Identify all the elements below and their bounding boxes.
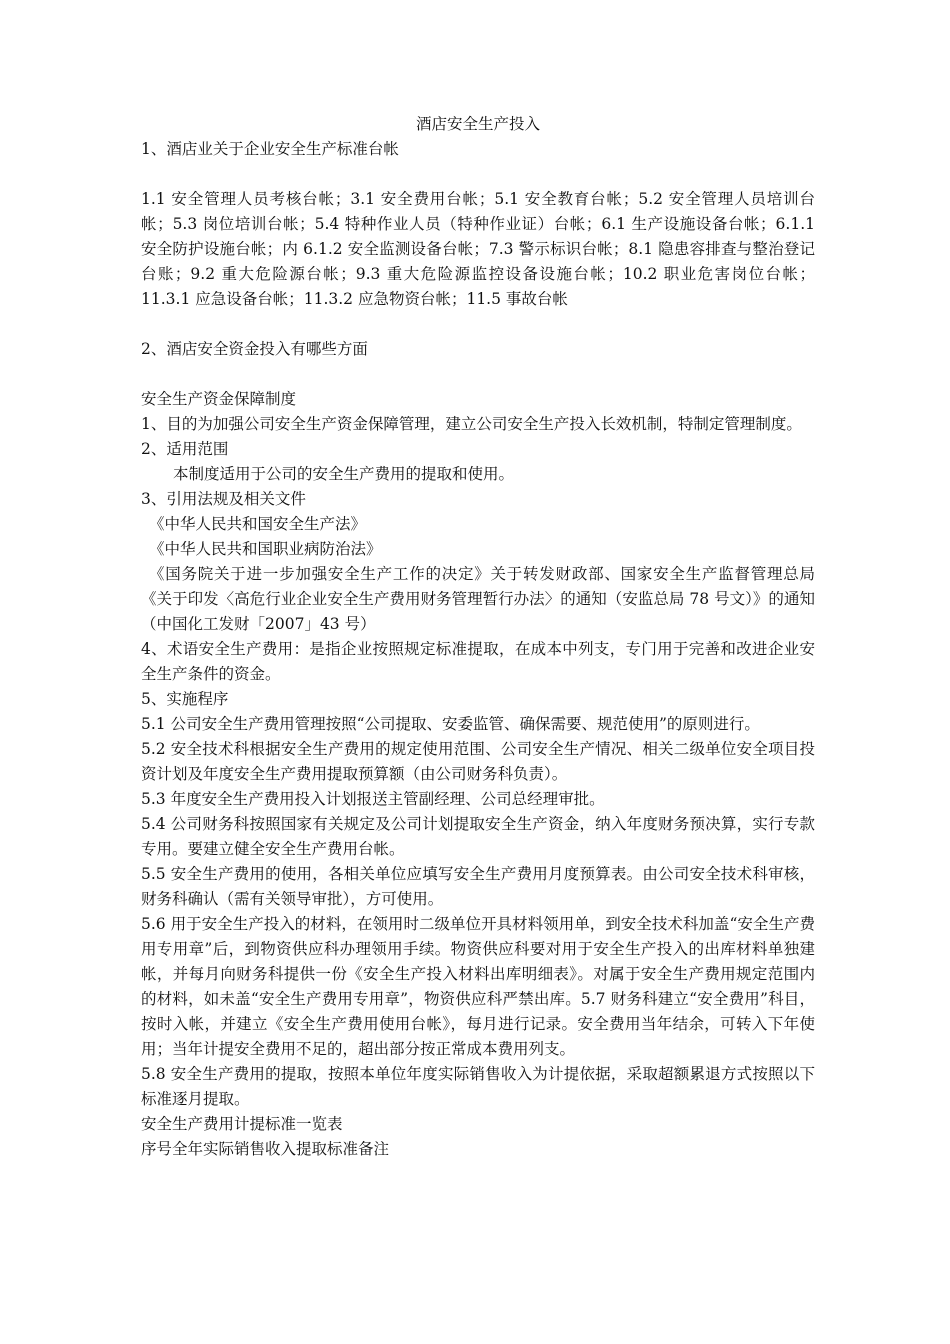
- reference-law-3: 《国务院关于进一步加强安全生产工作的决定》关于转发财政部、国家安全生产监督管理总局《关于印发〈高危行业企业安全生产费用财务管理暂行办法〉的通知（安监总局 78 号文）》的通知（中国化工发财「2007」43 号）: [141, 565, 815, 633]
- section1-heading: 1、酒店业关于企业安全生产标准台帐: [141, 140, 399, 158]
- policy-title: 安全生产资金保障制度: [141, 390, 297, 408]
- blank-line: [141, 362, 815, 387]
- section1-body: 1.1 安全管理人员考核台帐；3.1 安全费用台帐；5.1 安全教育台帐；5.2 安全管理人员培训台帐；5.3 岗位培训台帐；5.4 特种作业人员（特种作业证）台帐；6.1 生产设施设备台帐；6.1.1 安全防护设施台帐；内 6.1.2 安全监测设备台帐；7.3 警示标识台帐；8.1 隐患容排查与整治登记台账；9.2 重大危险源台帐；9.3 重大危险源监控设备设施台帐；10.2 职业危害岗位台帐；11.3.1 应急设备台帐；11.3.2 应急物资台帐；11.5 事故台帐: [141, 190, 815, 308]
- blank-line: [141, 312, 815, 337]
- paragraph-scope-body: 本制度适用于公司的安全生产费用的提取和使用。: [173, 465, 515, 483]
- procedure-5-5: 5.5 安全生产费用的使用，各相关单位应填写安全生产费用月度预算表。由公司安全技术科审核，财务科确认（需有关领导审批），方可使用。: [141, 865, 815, 908]
- procedure-5-6: 5.6 用于安全生产投入的材料，在领用时二级单位开具材料领用单，到安全技术科加盖“安全生产费用专用章”后，到物资供应科办理领用手续。物资供应科要对用于安全生产投入的出库材料单独建帐，并每月向财务科提供一份《安全生产投入材料出库明细表》。对属于安全生产费用规定范围内的材料，如未盖“安全生产费用专用章”，物资供应科严禁出库。5.7 财务科建立“安全费用”科目，按时入帐，并建立《安全生产费用使用台帐》，每月进行记录。安全费用当年结余，可转入下年使用；当年计提安全费用不足的，超出部分按正常成本费用列支。: [141, 915, 815, 1058]
- paragraph-references-heading: 3、引用法规及相关文件: [141, 490, 306, 508]
- paragraph-procedure-heading: 5、实施程序: [141, 690, 229, 708]
- reference-law-2: 《中华人民共和国职业病防治法》: [149, 540, 382, 558]
- table-header: 序号全年实际销售收入提取标准备注: [141, 1140, 390, 1158]
- procedure-5-2: 5.2 安全技术科根据安全生产费用的规定使用范围、公司安全生产情况、相关二级单位安全项目投资计划及年度安全生产费用提取预算额（由公司财务科负责）。: [141, 740, 815, 783]
- procedure-5-1: 5.1 公司安全生产费用管理按照“公司提取、安委监管、确保需要、规范使用”的原则进行。: [141, 715, 760, 733]
- table-title: 安全生产费用计提标准一览表: [141, 1115, 343, 1133]
- reference-law-1: 《中华人民共和国安全生产法》: [149, 515, 367, 533]
- document-page: [141, 112, 815, 1162]
- procedure-5-8: 5.8 安全生产费用的提取，按照本单位年度实际销售收入为计提依据，采取超额累退方式按照以下标准逐月提取。: [141, 1065, 815, 1108]
- paragraph-purpose: 1、目的为加强公司安全生产资金保障管理，建立公司安全生产投入长效机制，特制定管理制度。: [141, 415, 802, 433]
- paragraph-scope-heading: 2、适用范围: [141, 440, 229, 458]
- section2-heading: 2、酒店安全资金投入有哪些方面: [141, 340, 368, 358]
- procedure-5-3: 5.3 年度安全生产费用投入计划报送主管副经理、公司总经理审批。: [141, 790, 605, 808]
- procedure-5-4: 5.4 公司财务科按照国家有关规定及公司计划提取安全生产资金，纳入年度财务预决算，实行专款专用。要建立健全安全生产费用台帐。: [141, 815, 815, 858]
- paragraph-terms: 4、术语安全生产费用：是指企业按照规定标准提取，在成本中列支，专门用于完善和改进企业安全生产条件的资金。: [141, 640, 815, 683]
- document-title: 酒店安全生产投入: [415, 115, 540, 133]
- blank-line: [141, 162, 815, 187]
